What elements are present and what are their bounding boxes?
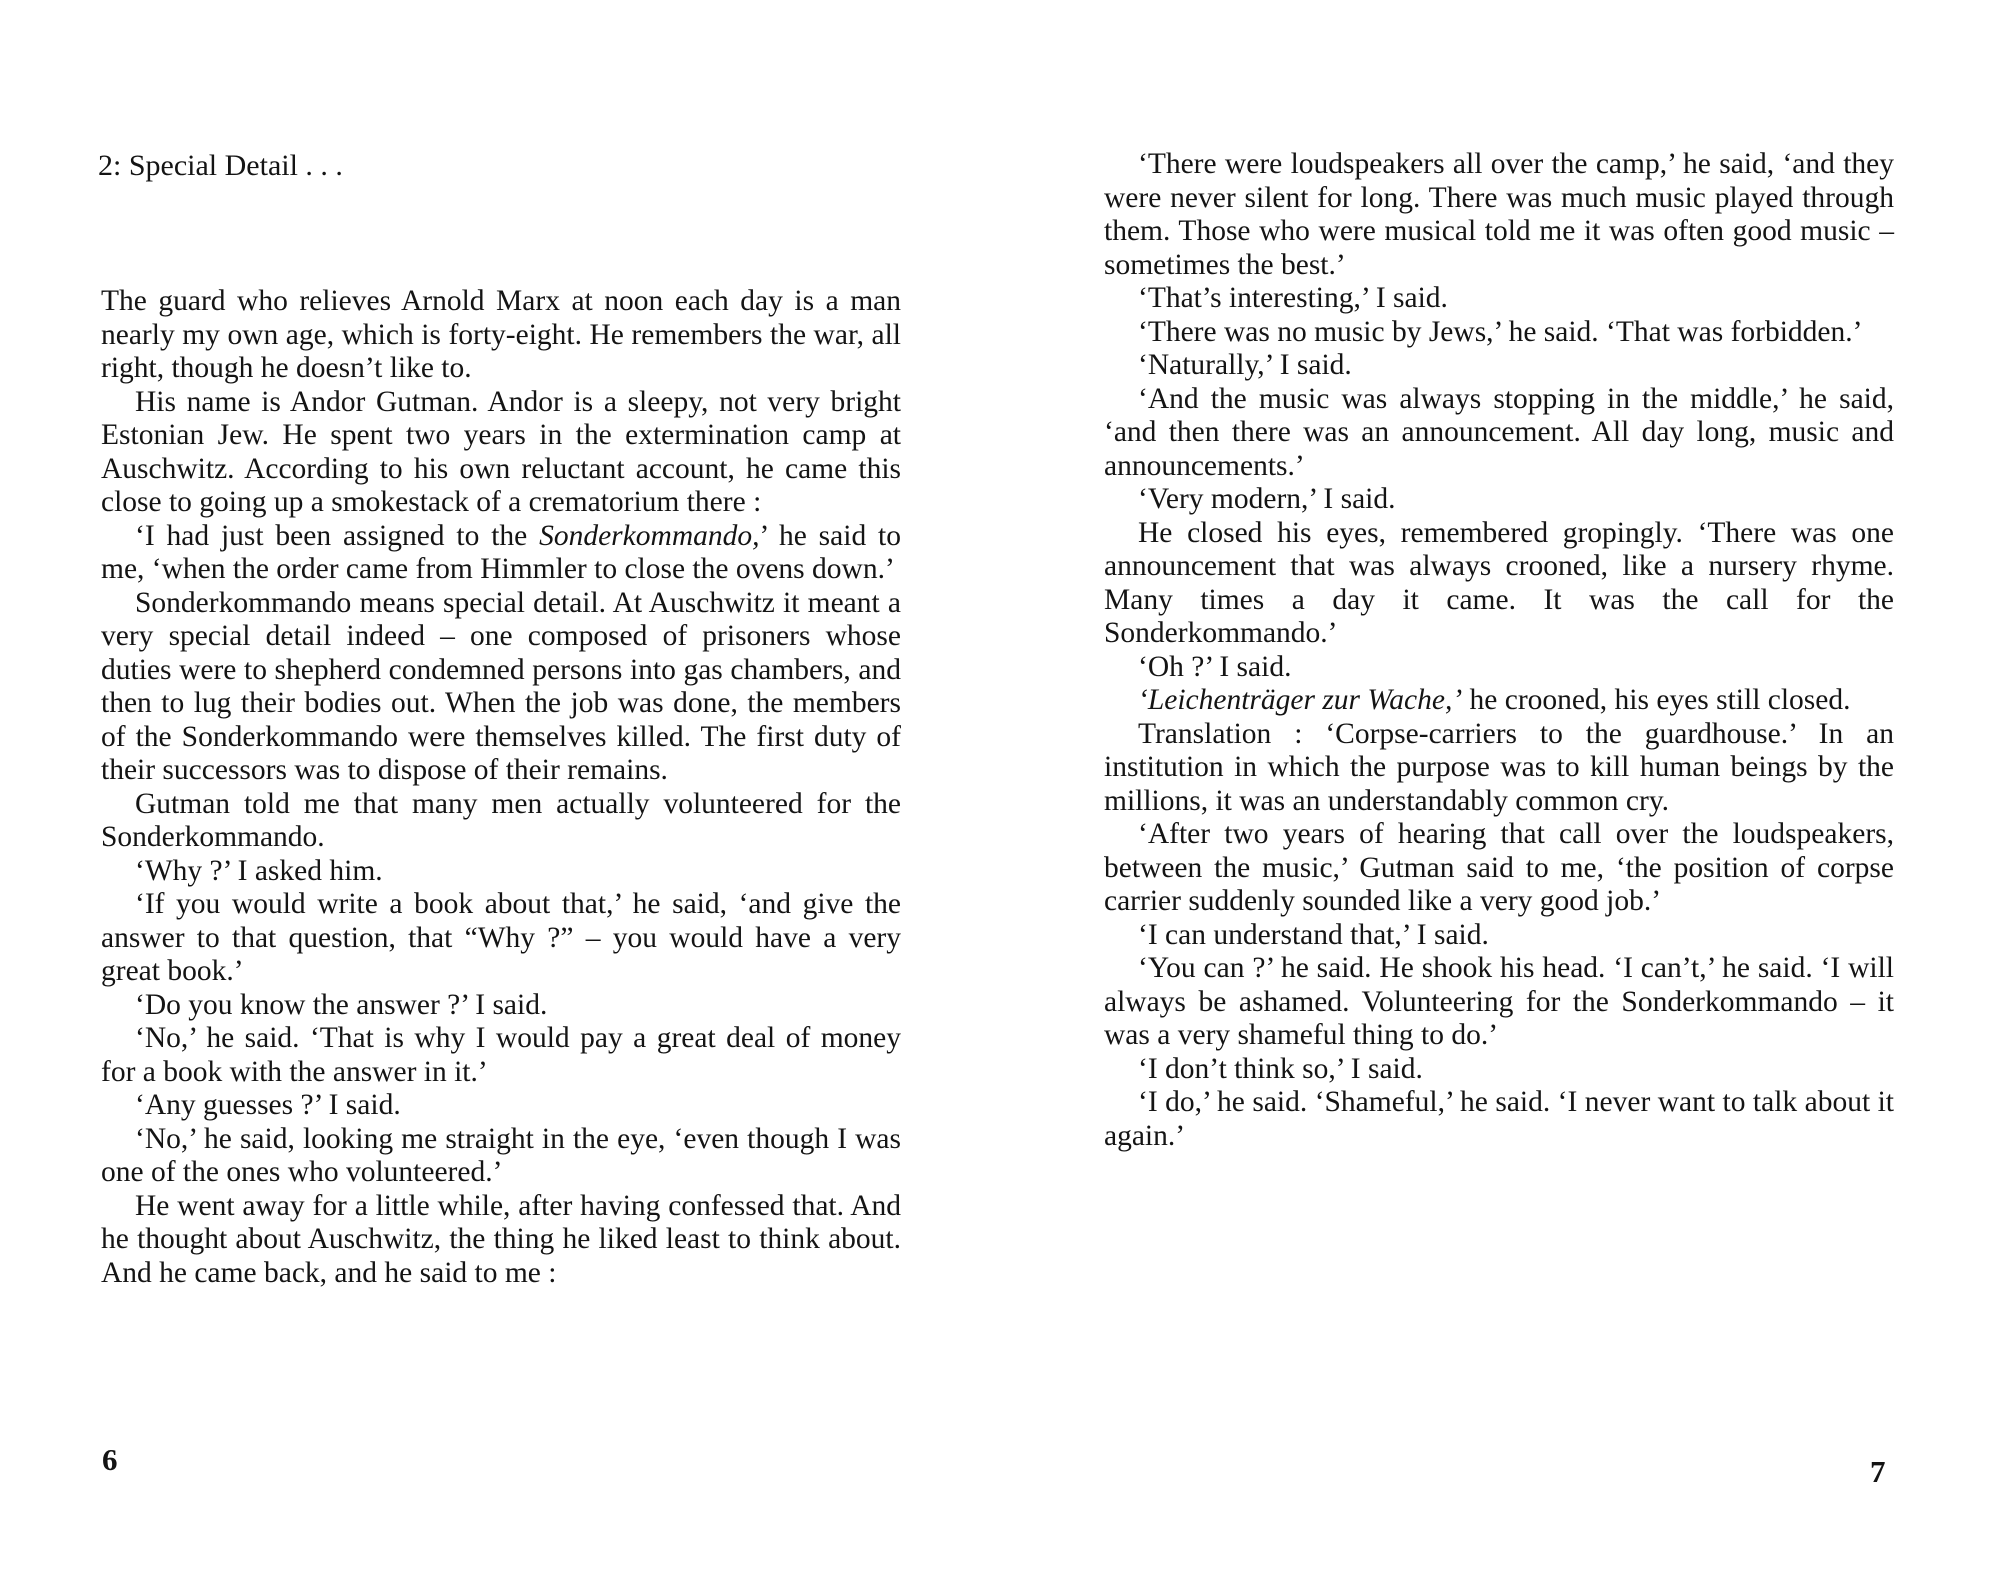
paragraph: ‘If you would write a book about that,’ he said, ‘and give the answer to that question, that “Why ?” – you would have a very great book.’: [101, 888, 901, 987]
paragraph: The guard who relieves Arnold Marx at noon each day is a man nearly my own age, which is forty-eight. He remembers the war, all right, though he doesn’t like to.: [101, 285, 901, 384]
paragraph: He went away for a little while, after having confessed that. And he thought about Auschwitz, the thing he liked least to think about. And he came back, and he said to me :: [101, 1189, 901, 1289]
paragraph: ‘And the music was always stopping in the middle,’ he said, ‘and then there was an announcement. All day long, music and announcements.’: [1104, 382, 1894, 482]
page-number: 6: [102, 1442, 118, 1477]
paragraph: Gutman told me that many men actually volunteered for the Sonderkommando.: [101, 787, 901, 853]
paragraph: ‘I can understand that,’ I said.: [1138, 918, 1489, 951]
right-page: [1000, 0, 2000, 1580]
paragraph: ‘Why ?’ I asked him.: [135, 854, 383, 887]
paragraph: ‘Any guesses ?’ I said.: [135, 1089, 401, 1121]
italic-term: Sonderkommando,: [539, 519, 760, 552]
paragraph-text: he crooned, his eyes still closed.: [1462, 684, 1851, 716]
page-number: 7: [1870, 1454, 1886, 1489]
paragraph-text: ‘I had just been assigned to the: [135, 519, 540, 552]
paragraph: ‘Naturally,’ I said.: [1138, 349, 1352, 381]
paragraph: [101, 520, 901, 587]
paragraph-text: ’ he said to me, ‘when the order came from Himmler to close the ovens down.’: [101, 519, 901, 585]
italic-phrase: ‘Leichenträger zur Wache,’: [1138, 684, 1463, 716]
paragraph: ‘Oh ?’ I said.: [1138, 650, 1292, 683]
paragraph: ‘There was no music by Jews,’ he said. ‘That was forbidden.’: [1138, 315, 1863, 348]
right-page-text: [1104, 148, 1894, 1153]
paragraph: ‘No,’ he said. ‘That is why I would pay a great deal of money for a book with the answer in it.’: [101, 1022, 901, 1088]
paragraph: ‘I do,’ he said. ‘Shameful,’ he said. ‘I never want to talk about it again.’: [1104, 1086, 1894, 1152]
paragraph: ‘Do you know the answer ?’ I said.: [135, 988, 548, 1021]
paragraph: ‘There were loudspeakers all over the camp,’ he said, ‘and they were never silent for long. There was much music played through them. Those who were musical told me it was often good music – sometimes the best.’: [1104, 148, 1894, 281]
paragraph: ‘I don’t think so,’ I said.: [1138, 1052, 1423, 1085]
paragraph: His name is Andor Gutman. Andor is a sleepy, not very bright Estonian Jew. He spent two years in the extermination camp at Auschwitz. According to his own reluctant account, he came this close to going up a smokestack of a crematorium there :: [101, 385, 901, 518]
paragraph: [1104, 684, 1894, 718]
paragraph: ‘That’s interesting,’ I said.: [1138, 282, 1448, 314]
paragraph: ‘No,’ he said, looking me straight in the eye, ‘even though I was one of the ones who volunteered.’: [101, 1122, 901, 1188]
paragraph: ‘After two years of hearing that call over the loudspeakers, between the music,’ Gutman said to me, ‘the position of corpse carrier suddenly sounded like a very good job.’: [1104, 818, 1894, 917]
paragraph: ‘You can ?’ he said. He shook his head. ‘I can’t,’ he said. ‘I will always be ashamed. Volunteering for the Sonderkommando – it was a very shameful thing to do.’: [1104, 952, 1894, 1051]
chapter-heading: 2: Special Detail . . .: [98, 149, 343, 182]
paragraph: He closed his eyes, remembered gropingly. ‘There was one announcement that was always crooned, like a nursery rhyme. Many times a day it came. It was the call for the Sonderkommando.’: [1104, 516, 1894, 649]
paragraph: Translation : ‘Corpse-carriers to the guardhouse.’ In an institution in which the purpose was to kill human beings by the millions, it was an understandably common cry.: [1104, 717, 1894, 817]
paragraph: Sonderkommando means special detail. At Auschwitz it meant a very special detail indeed – one composed of prisoners whose duties were to shepherd condemned persons into gas chambers, and then to lug their bodies out. When the job was done, the members of the Sonderkommando were themselves killed. The first duty of their successors was to dispose of their remains.: [101, 586, 901, 786]
left-page-text: [101, 285, 901, 1290]
paragraph: ‘Very modern,’ I said.: [1138, 483, 1396, 515]
